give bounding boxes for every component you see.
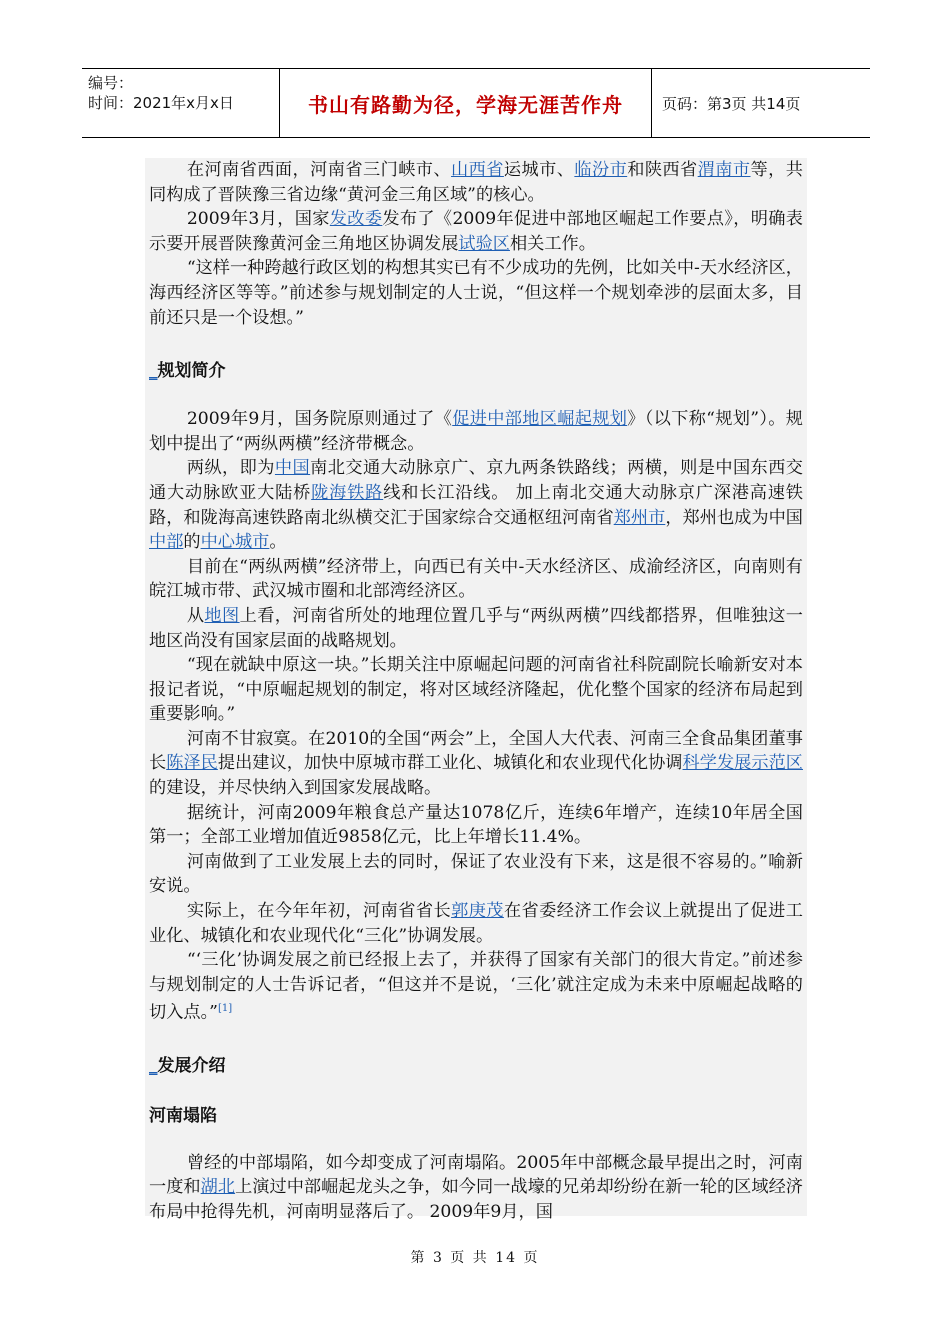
citation-link[interactable]: [1]: [217, 1003, 233, 1015]
dev-section: [149, 1151, 803, 1225]
paragraph: 两纵，即为中国南北交通大动脉京广、京九两条铁路线；两横，则是中国东西交通大动脉欧亚大陆桥陇海铁路线和长江沿线。 加上南北交通大动脉京广深港高速铁路，和陇海高速铁路南北纵横交汇于国家综合交通枢纽河南省郑州市，郑州也成为中国中部的中心城市。: [149, 458, 803, 553]
inline-link[interactable]: 郭庚茂: [451, 901, 504, 922]
paragraph: 河南不甘寂寞。在2010的全国“两会”上，全国人大代表、河南三全食品集团董事长陈泽民提出建议，加快中原城市群工业化、城镇化和农业现代化协调科学发展示范区的建设，并尽快纳入到国家发展战略。: [149, 728, 803, 799]
header-page-info: 页码：第3页 共14页: [662, 94, 801, 113]
inline-link[interactable]: 陇海铁路: [311, 482, 384, 503]
paragraph: “这样一种跨越行政区划的构想其实已有不少成功的先例，比如关中-天水经济区，海西经济区等等。”前述参与规划制定的人士说，“但这样一个规划牵涉的层面太多，目前还只是一个设想。”: [149, 258, 803, 328]
inline-link[interactable]: 中心城市: [200, 532, 270, 553]
paragraph: “现在就缺中原这一块。”长期关注中原崛起问题的河南省社科院副院长喻新安对本报记者说，“中原崛起规划的制定，将对区域经济隆起，优化整个国家的经济布局起到重要影响。”: [149, 655, 803, 725]
section-heading-dev: [149, 1051, 803, 1076]
subsection-heading: 河南塌陷: [149, 1105, 217, 1126]
plan-section: [149, 407, 803, 1026]
article-body: [145, 158, 807, 1222]
section-anchor-link[interactable]: _: [149, 1055, 158, 1076]
paragraph: 目前在“两纵两横”经济带上，向西已有关中-天水经济区、成渝经济区，向南则有皖江城市带、武汉城市圈和北部湾经济区。: [149, 556, 803, 602]
section-title: 规划简介: [157, 361, 226, 382]
inline-link[interactable]: 中国: [274, 458, 311, 479]
inline-link[interactable]: 地图: [204, 605, 240, 626]
paragraph: 2009年9月，国务院原则通过了《促进中部地区崛起规划》（以下称“规划”）。规划中提出了“两纵两横”经济带概念。: [149, 409, 803, 454]
intro-section: [149, 158, 803, 330]
section-anchor-link[interactable]: _: [149, 361, 158, 382]
paragraph: 在河南省西面，河南省三门峡市、山西省运城市、临汾市和陕西省渭南市等，共同构成了晋陕豫三省边缘“黄河金三角区域”的核心。: [149, 160, 803, 205]
section-heading-plan: [149, 356, 803, 381]
inline-link[interactable]: 郑州市: [613, 507, 666, 528]
inline-link[interactable]: 湖北: [200, 1177, 236, 1198]
header-motto: 书山有路勤为径，学海无涯苦作舟: [280, 69, 652, 137]
inline-link[interactable]: 渭南市: [697, 160, 751, 180]
inline-link[interactable]: 山西省: [451, 160, 504, 180]
inline-link[interactable]: 科学发展示范区: [682, 753, 803, 774]
inline-link[interactable]: 促进中部地区崛起规划: [452, 409, 628, 430]
paragraph: “‘三化’协调发展之前已经报上去了，并获得了国家有关部门的很大肯定。”前述参与规划制定的人士告诉记者，“但这并不是说，‘三化’就注定成为未来中原崛起战略的切入点。”[1]: [149, 950, 803, 1024]
header-meta: [82, 69, 280, 137]
number-label: 编号：: [88, 74, 134, 92]
paragraph: 从地图上看，河南省所处的地理位置几乎与“两纵两横”四线都搭界，但唯独这一地区尚没有国家层面的战略规划。: [149, 605, 803, 651]
paragraph: 实际上，在今年年初，河南省省长郭庚茂在省委经济工作会议上就提出了促进工业化、城镇化和农业现代化“三化”协调发展。: [149, 901, 803, 946]
inline-link[interactable]: 发改委: [329, 209, 383, 230]
paragraph: 曾经的中部塌陷，如今却变成了河南塌陷。2005年中部概念最早提出之时，河南一度和湖北上演过中部崛起龙头之争，如今同一战壕的兄弟却纷纷在新一轮的区域经济布局中抢得先机，河南明显落后了。 2009年9月，国: [149, 1152, 803, 1222]
paragraph: 河南做到了工业发展上去的同时，保证了农业没有下来，这是很不容易的。”喻新安说。: [149, 851, 803, 897]
page-header: [82, 68, 870, 138]
paragraph: 据统计，河南2009年粮食总产量达1078亿斤，连续6年增产，连续10年居全国第一；全部工业增加值近9858亿元，比上年增长11.4%。: [149, 802, 803, 848]
inline-link[interactable]: 陈泽民: [166, 753, 218, 774]
paragraph: 2009年3月，国家发改委发布了《2009年促进中部地区崛起工作要点》，明确表示要开展晋陕豫黄河金三角地区协调发展试验区相关工作。: [149, 209, 803, 254]
section-title: 发展介绍: [157, 1055, 226, 1076]
page-footer: 第 3 页 共 14 页: [410, 1250, 540, 1266]
inline-link[interactable]: 中部: [149, 532, 184, 553]
time-label: 时间：2021年x月x日: [88, 94, 234, 112]
inline-link[interactable]: 临汾市: [574, 160, 628, 180]
inline-link[interactable]: 试验区: [458, 233, 510, 254]
